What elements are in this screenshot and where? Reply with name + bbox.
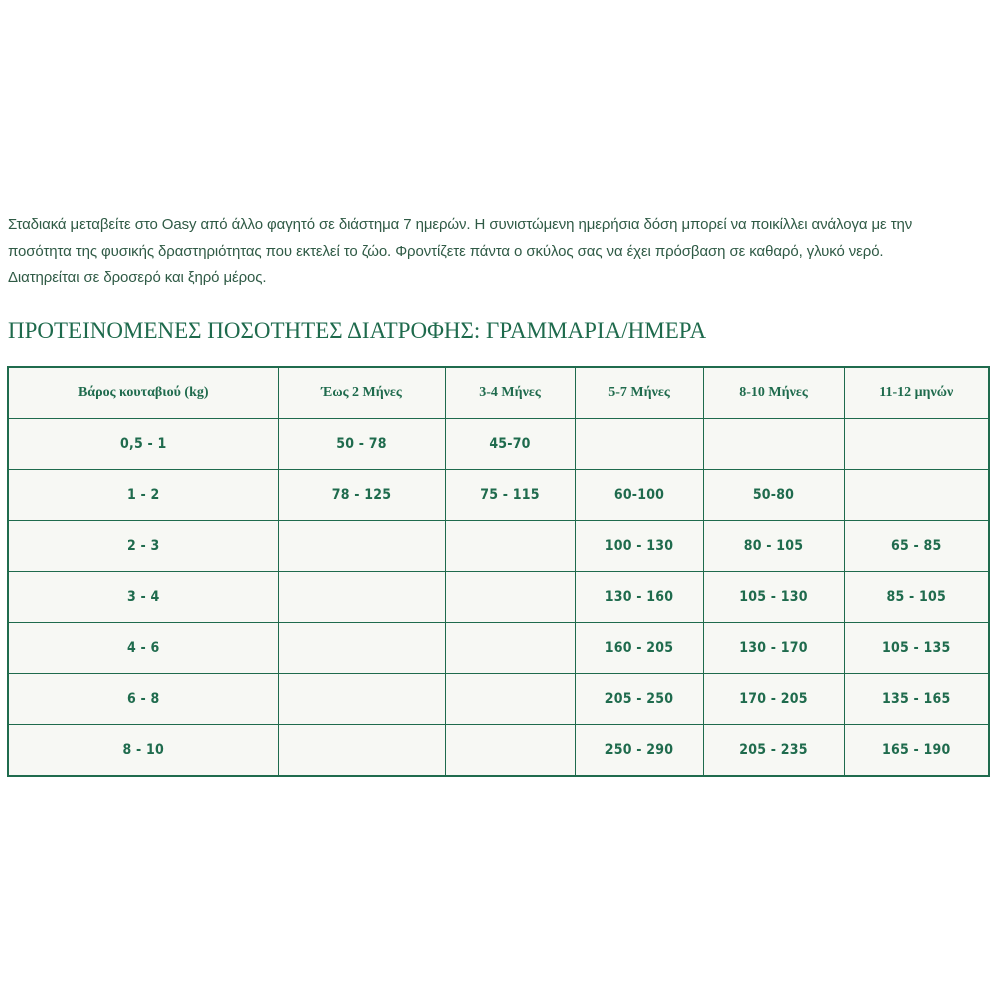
table-cell <box>445 674 575 725</box>
table-cell <box>844 470 989 521</box>
table-cell: 170 - 205 <box>703 674 844 725</box>
table-cell: 85 - 105 <box>844 572 989 623</box>
table-cell: 2 - 3 <box>8 521 278 572</box>
table-cell <box>445 725 575 777</box>
intro-line-2: ποσότητα της φυσικής δραστηριότητας που εκτελεί το ζώο. Φροντίζετε πάντα ο σκύλος σας να έχει πρόσβαση σε καθαρό, γλυκό νερό. <box>8 242 884 260</box>
table-cell <box>445 572 575 623</box>
table-cell <box>445 623 575 674</box>
table-cell <box>278 572 445 623</box>
table-cell: 130 - 170 <box>703 623 844 674</box>
header-up-to-2-months: Έως 2 Μήνες <box>278 367 445 419</box>
table-cell: 45-70 <box>445 419 575 470</box>
feeding-table-heading: ΠΡΟΤΕΙΝΟΜΕΝΕΣ ΠΟΣΟΤΗΤΕΣ ΔΙΑΤΡΟΦΗΣ: ΓΡΑΜΜΑΡΙΑ/ΗΜΕΡΑ <box>8 318 707 343</box>
feeding-instructions-paragraph <box>8 212 992 292</box>
table-cell: 0,5 - 1 <box>8 419 278 470</box>
header-8-10-months: 8-10 Μήνες <box>703 367 844 419</box>
table-cell: 80 - 105 <box>703 521 844 572</box>
table-cell <box>703 419 844 470</box>
table-cell <box>844 419 989 470</box>
table-cell: 135 - 165 <box>844 674 989 725</box>
table-cell: 50 - 78 <box>278 419 445 470</box>
table-cell: 205 - 250 <box>575 674 703 725</box>
feeding-table-container <box>7 366 988 776</box>
header-puppy-weight: Βάρος κουταβιού (kg) <box>8 367 278 419</box>
table-cell: 60-100 <box>575 470 703 521</box>
table-cell <box>278 623 445 674</box>
table-row <box>8 419 989 470</box>
table-cell: 4 - 6 <box>8 623 278 674</box>
table-cell: 8 - 10 <box>8 725 278 777</box>
table-header-row <box>8 367 989 419</box>
table-cell: 105 - 135 <box>844 623 989 674</box>
table-cell: 1 - 2 <box>8 470 278 521</box>
table-cell: 100 - 130 <box>575 521 703 572</box>
intro-line-3: Διατηρείται σε δροσερό και ξηρό μέρος. <box>8 269 267 286</box>
table-cell: 160 - 205 <box>575 623 703 674</box>
table-cell: 205 - 235 <box>703 725 844 777</box>
intro-line-1: Σταδιακά μεταβείτε στο Oasy από άλλο φαγητό σε διάστημα 7 ημερών. Η συνιστώμενη ημερήσια δόση μπορεί να ποικίλλει ανάλογα με την <box>8 216 913 233</box>
table-cell: 50-80 <box>703 470 844 521</box>
table-cell <box>278 725 445 777</box>
table-cell: 6 - 8 <box>8 674 278 725</box>
header-5-7-months: 5-7 Μήνες <box>575 367 703 419</box>
table-cell: 165 - 190 <box>844 725 989 777</box>
table-row <box>8 623 989 674</box>
table-cell <box>445 521 575 572</box>
table-cell: 105 - 130 <box>703 572 844 623</box>
table-cell: 130 - 160 <box>575 572 703 623</box>
header-3-4-months: 3-4 Μήνες <box>445 367 575 419</box>
table-row <box>8 470 989 521</box>
table-cell: 75 - 115 <box>445 470 575 521</box>
table-row <box>8 572 989 623</box>
table-cell: 250 - 290 <box>575 725 703 777</box>
table-cell <box>575 419 703 470</box>
header-11-12-months: 11-12 μηνών <box>844 367 989 419</box>
table-row <box>8 725 989 777</box>
table-cell <box>278 674 445 725</box>
table-row <box>8 521 989 572</box>
feeding-table <box>7 366 990 777</box>
table-cell: 65 - 85 <box>844 521 989 572</box>
table-cell: 78 - 125 <box>278 470 445 521</box>
table-cell <box>278 521 445 572</box>
table-row <box>8 674 989 725</box>
table-cell: 3 - 4 <box>8 572 278 623</box>
